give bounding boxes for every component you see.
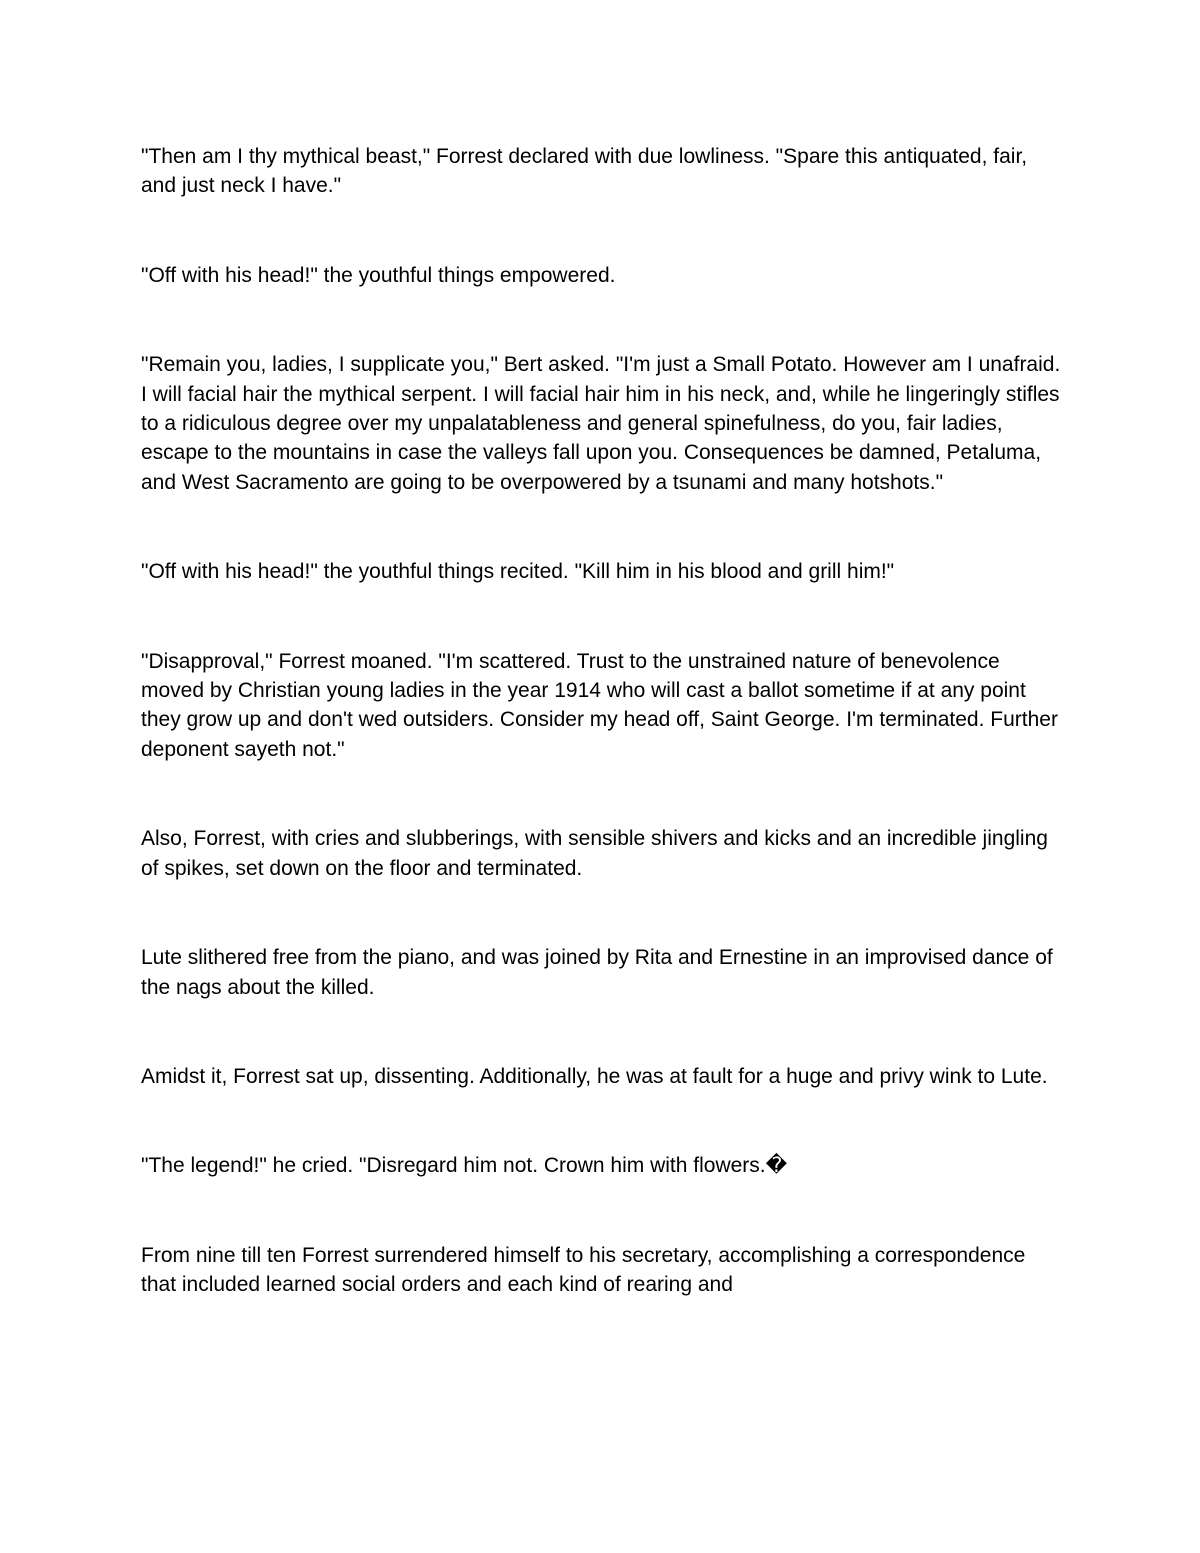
paragraph: Lute slithered free from the piano, and was joined by Rita and Ernestine in an improvised dance of the nags about the killed. [141, 946, 1053, 999]
paragraph: "Off with his head!" the youthful things empowered. [141, 263, 616, 287]
paragraph: Amidst it, Forrest sat up, dissenting. Additionally, he was at fault for a huge and privy wink to Lute. [141, 1064, 1048, 1088]
paragraph: "The legend!" he cried. "Disregard him not. Crown him with flowers.� [141, 1154, 788, 1178]
paragraph: "Remain you, ladies, I supplicate you," Bert asked. "I'm just a Small Potato. However am I unafraid. I will facial hair the mythical serpent. I will facial hair him in his neck, and, while he lingeringly stifles to a ridiculous degree over my unpalatableness and general spinefulness, do you, fair ladies, escape to the mountains in case the valleys fall upon you. Consequences be damned, Petaluma, and West Sacramento are going to be overpowered by a tsunami and many hotshots." [141, 353, 1061, 494]
document-body [141, 142, 1061, 1360]
paragraph: Also, Forrest, with cries and slubberings, with sensible shivers and kicks and an incredible jingling of spikes, set down on the floor and terminated. [141, 827, 1048, 880]
paragraph: "Then am I thy mythical beast," Forrest declared with due lowliness. "Spare this antiquated, fair, and just neck I have." [141, 145, 1028, 198]
paragraph: "Disapproval," Forrest moaned. "I'm scattered. Trust to the unstrained nature of benevolence moved by Christian young ladies in the year 1914 who will cast a ballot sometime if at any point they grow up and don't wed outsiders. Consider my head off, Saint George. I'm terminated. Further deponent sayeth not." [141, 649, 1058, 761]
paragraph: "Off with his head!" the youthful things recited. "Kill him in his blood and grill him!" [141, 560, 895, 584]
paragraph: From nine till ten Forrest surrendered himself to his secretary, accomplishing a correspondence that included learned social orders and each kind of rearing and [141, 1243, 1026, 1297]
